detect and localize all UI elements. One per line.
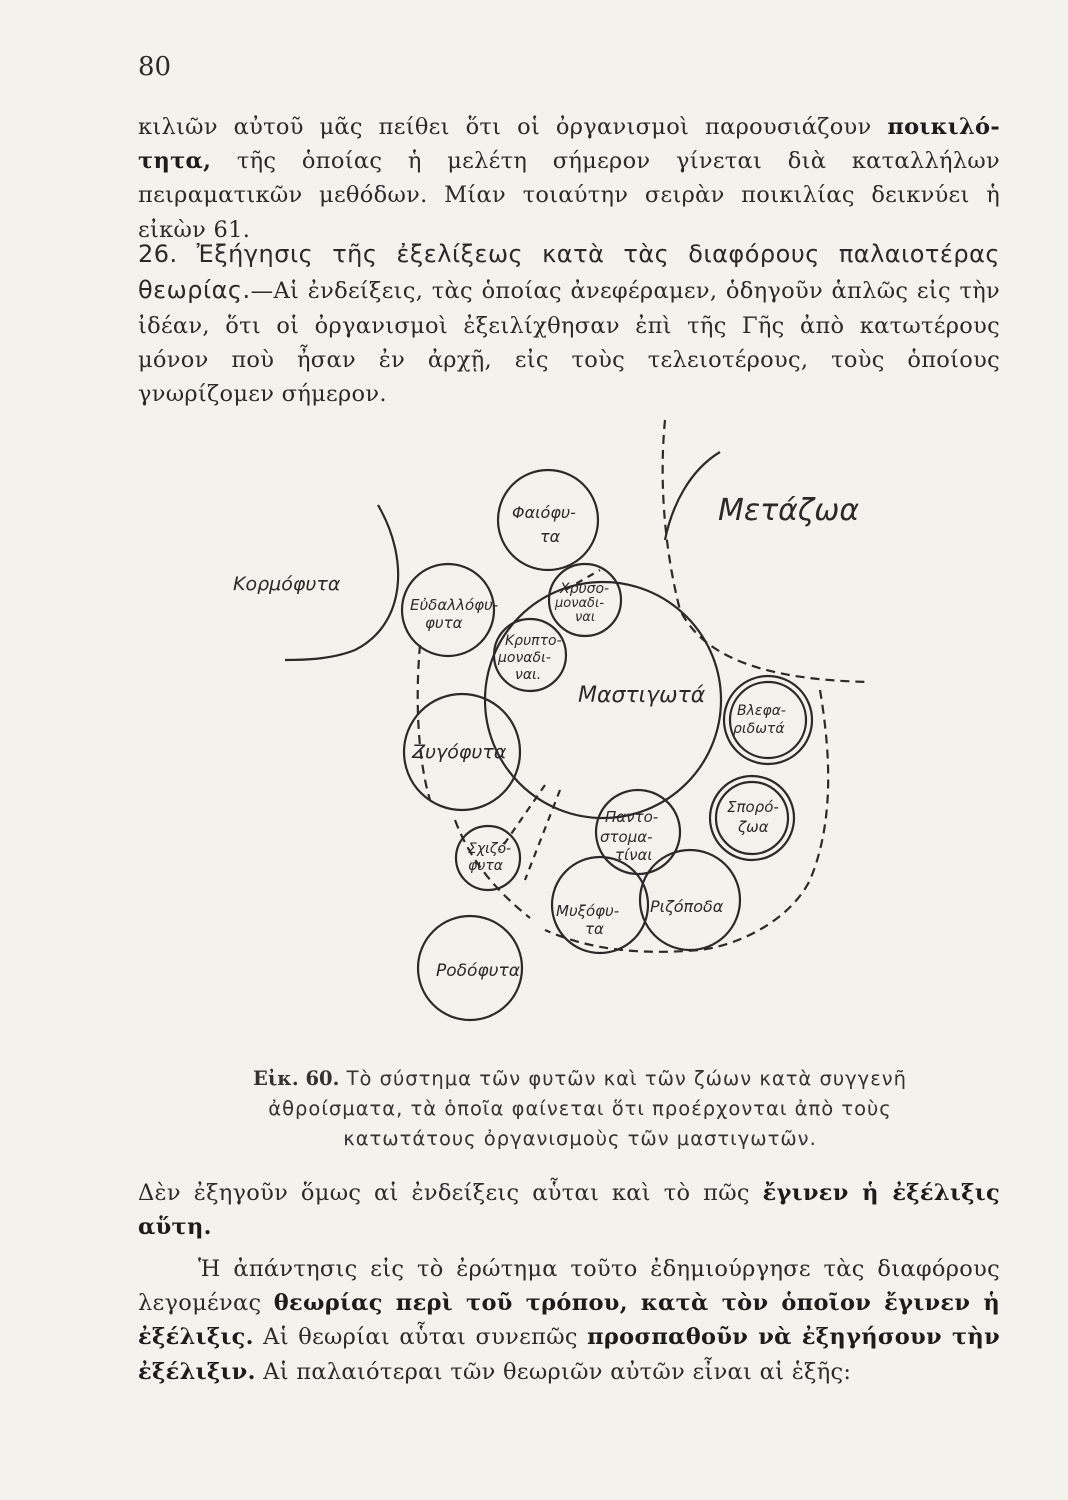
label-euglenophyta: Εὐδαλλόφυ- <box>410 596 499 614</box>
label-sporozoa: ζωα <box>738 818 769 836</box>
caption-label: Εἰκ. 60. <box>253 1067 340 1090</box>
paragraph-3 <box>138 1176 1000 1244</box>
bold-term: προσπαθοῦν νὰ ἐξηγήσουν τὴν ἐξέλιξιν. <box>138 1324 1000 1385</box>
label-chrysomonadinai: Χρυσο- <box>560 581 610 597</box>
label-blepharidota: Βλεφα- <box>737 703 786 719</box>
label-myxophyta: Μυξόφυ- <box>556 902 620 920</box>
label-kryptomonadinai: μοναδι- <box>498 650 551 666</box>
label-metazoa: Μετάζωα <box>718 493 860 528</box>
text-run: Αἱ θεωρίαι αὗται συνεπῶς <box>253 1324 588 1351</box>
label-schizophyta: Σχιζό- <box>468 841 512 857</box>
metazoa-boundary-arc <box>665 452 720 540</box>
bold-term: ποικιλό-τητα, <box>138 114 1000 175</box>
text-run: τῆς ὁποίας ἡ μελέτη σήμερον γίνεται διὰ καταλλήλων πειραματικῶν μεθόδων. Μίαν τοιαύτην σειρὰν ποικιλίας δεικνύει ἡ εἰκὼν 61. <box>138 148 1000 243</box>
text-run: Αἱ παλαιότεραι τῶν θεωριῶν αὐτῶν εἶναι αἱ ἑξῆς: <box>255 1358 852 1385</box>
circle-blepharidota-outer <box>724 676 812 764</box>
label-myxophyta: τα <box>585 920 604 938</box>
circle-blepharidota-inner <box>730 682 806 758</box>
label-zygophyta: Ζυγόφυτα <box>412 741 507 763</box>
label-sporozoa: Σπορό- <box>727 798 779 816</box>
text-run: Δὲν ἐξηγοῦν ὅμως αἱ ἐνδείξεις αὗται καὶ τὸ πῶς <box>138 1180 763 1206</box>
label-pantostomatinai: Παντο- <box>605 808 659 826</box>
label-kryptomonadinai: ναι. <box>515 667 542 683</box>
label-phaiophyta: Φαιόφυ- <box>512 503 576 522</box>
label-schizophyta: φυτα <box>468 858 503 874</box>
figure-caption <box>200 1064 960 1155</box>
label-pantostomatinai: τίναι <box>615 846 653 864</box>
label-mastigota: Μαστιγωτά <box>578 683 706 708</box>
text-run: κιλιῶν αὐτοῦ μᾶς πείθει ὅτι οἱ ὀργανισμοὶ παρουσιάζουν <box>138 114 888 140</box>
label-chrysomonadinai: μοναδι- <box>555 596 605 611</box>
text-run: Ἡ ἀπάντησις εἰς τὸ ἐρώτημα τοῦτο ἐδημιούργησε τὰς διαφόρους λεγομένας <box>138 1256 1000 1317</box>
label-rhizopoda: Ριζόποδα <box>650 897 724 916</box>
label-pantostomatinai: στομα- <box>600 828 653 846</box>
dashed-line <box>418 645 430 800</box>
label-kormophyta: Κορμόφυτα <box>233 573 341 595</box>
label-kryptomonadinai: Κρυπτο- <box>505 633 562 649</box>
label-rhodophyta: Ροδόφυτα <box>436 961 520 981</box>
label-blepharidota: ριδωτά <box>733 721 785 737</box>
section-title: 26. Ἐξήγησις τῆς ἐξελίξεως κατὰ τὰς διαφόρους παλαιοτέρας θεωρίας. <box>138 240 1000 305</box>
dashed-line <box>663 420 870 682</box>
bold-term: ἔγινεν ἡ ἐξέλιξις αὕτη. <box>138 1180 1000 1241</box>
label-chrysomonadinai: ναι <box>575 610 596 625</box>
bold-term: θεωρίας περὶ τοῦ τρόπου, κατὰ τὸν ὁποῖον ἔγινεν ἡ ἐξέλιξις. <box>138 1290 1000 1351</box>
label-euglenophyta: φυτα <box>425 614 463 632</box>
dashed-line <box>525 790 560 880</box>
caption-text: Τὸ σύστημα τῶν φυτῶν καὶ τῶν ζώων κατὰ συγγενῆ ἀθροίσματα, τὰ ὁποῖα φαίνεται ὅτι προέρχονται ἀπὸ τοὺς κατωτάτους ὀργανισμοὺς τῶν μαστιγωτῶν. <box>268 1067 907 1151</box>
label-phaiophyta: τα <box>540 527 561 546</box>
section-text: —Αἱ ἐνδείξεις, τὰς ὁποίας ἀνεφέραμεν, ὁδηγοῦν ἁπλῶς εἰς τὴν ἰδέαν, ὅτι οἱ ὀργανισμοὶ ἐξειλίχθησαν ἐπὶ τῆς Γῆς ἀπὸ κατωτέρους μόνον ποὺ ἦσαν ἐν ἀρχῇ, εἰς τοὺς τελειοτέρους, τοὺς ὁποίους γνωρίζομεν σήμερον. <box>138 278 1000 408</box>
page-number: 80 <box>138 52 172 82</box>
paragraph-4 <box>138 1252 1000 1389</box>
